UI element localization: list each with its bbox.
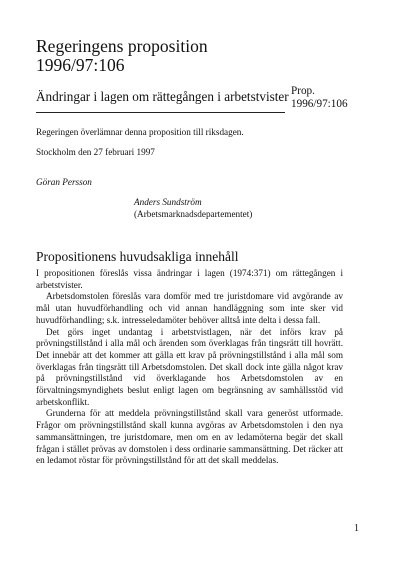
body-paragraph: Det görs inget undantag i arbetstvistlagen, när det införs krav på prövningstillstånd i alla mål och ärenden som överklagas från tingsrätt till hovrätt. Det innebär att det kommer att gälla ett krav på prövningstillstånd i alla mål som överklagas från tingsrätt till Arbetsdomstolen. Det skall dock inte gälla något krav på prövningstillstånd vid överklagande hos Arbetsdomstolen av en förvaltningsmyndighets beslut enligt lagen om begränsning av samhällsstöd vid arbetskonflikt. xyxy=(36,326,343,407)
signature-prime-minister: Göran Persson xyxy=(36,177,92,187)
page-number: 1 xyxy=(354,523,359,534)
proposition-subtitle: Ändringar i lagen om rättegången i arbetstvister xyxy=(36,89,289,104)
place-date: Stockholm den 27 februari 1997 xyxy=(36,147,155,157)
signature-department: (Arbetsmarknadsdepartementet) xyxy=(134,209,253,219)
body-paragraph: Grunderna för att meddela prövningstillstånd skall vara generöst utformade. Frågor om prövningstillstånd skall kunna avgöras av Arbetsdomstolen i den nya sammansättningen, tre juristdomare, men om en av ledamöterna begär det skall frågan i stället prövas av domstolen i dess ordinarie sammansättning. Det räcker att en ledamot röstar för prövningstillstånd för att det skall meddelas. xyxy=(36,408,343,466)
document-title: Regeringens proposition xyxy=(36,36,208,56)
body-paragraph: I propositionen föreslås vissa ändringar i lagen (1974:371) om rättegången i arbetstvister. xyxy=(36,268,343,290)
signature-minister: Anders Sundström xyxy=(134,197,202,207)
section-heading: Propositionens huvudsakliga innehåll xyxy=(36,249,239,264)
margin-prop-number: 1996/97:106 xyxy=(291,98,348,110)
header-divider xyxy=(36,112,285,113)
submission-statement: Regeringen överlämnar denna proposition till riksdagen. xyxy=(36,127,244,137)
section-body xyxy=(36,268,343,467)
body-paragraph: Arbetsdomstolen föreslås vara domför med tre juristdomare vid avgörande av mål utan huvudförhandling och vid annan handläggning som inte sker vid huvudförhandling; s.k. intresseledamöter behöver alltså inte delta i dessa fall. xyxy=(36,291,343,325)
proposition-number: 1996/97:106 xyxy=(36,55,125,75)
margin-prop-label: Prop. xyxy=(291,85,315,97)
